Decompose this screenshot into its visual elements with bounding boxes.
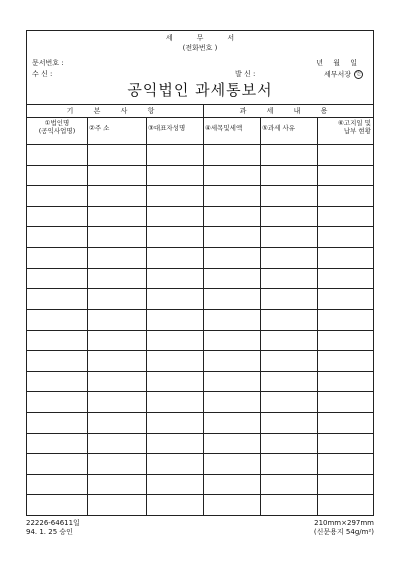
column-header-1: [29, 119, 85, 144]
recipient-label: 수 신 :: [32, 70, 53, 78]
column-separator: [260, 117, 261, 515]
date-label: 년 월 일: [316, 59, 361, 67]
table-row-line: [27, 165, 373, 166]
table-row-line: [27, 288, 373, 289]
table-row-line: [27, 247, 373, 248]
table-row-line: [27, 226, 373, 227]
section-divider: [27, 104, 373, 105]
column-header-5: [262, 124, 315, 149]
table-row-line: [27, 494, 373, 495]
column-header-4: [205, 124, 258, 149]
document-number-label: 문서번호 :: [32, 59, 64, 67]
form-number: 22226-64611일: [26, 519, 80, 527]
table-row-line: [27, 433, 373, 434]
tax-office-label: 세무서: [165, 34, 259, 42]
sender-label: 발 신 :: [235, 70, 256, 78]
column-header-3: [148, 124, 201, 149]
chief-label: 세무서장: [323, 70, 351, 79]
column-separator: [87, 117, 88, 515]
column-header-line: (공익사업명): [38, 127, 76, 135]
table-row-line: [27, 350, 373, 351]
column-separator: [146, 117, 147, 515]
column-header-6: [319, 119, 371, 144]
table-row-line: [27, 453, 373, 454]
table-row-line: [27, 371, 373, 372]
table-row-line: [27, 330, 373, 331]
column-header-2: [89, 124, 144, 149]
phone-number-label: (전화번호 ): [182, 44, 218, 52]
chief-label-group: [324, 70, 363, 79]
tax-notice-form: [26, 30, 374, 516]
table-row-line: [27, 144, 373, 145]
seal-icon: 인: [354, 70, 363, 79]
column-header-line: ②주 소: [89, 124, 110, 132]
table-row-line: [27, 206, 373, 207]
paper-type: (신문용지 54g/m²): [313, 528, 374, 536]
column-header-line: ⑤과세 사유: [262, 124, 296, 132]
table-row-line: [27, 391, 373, 392]
table-row-line: [27, 412, 373, 413]
table-row-line: [27, 268, 373, 269]
column-header-line: ⑥고지일 및: [337, 119, 371, 127]
basic-section-header: 기 본 사 항: [66, 107, 164, 115]
column-header-line: ④세목및세액: [205, 124, 243, 132]
table-row-line: [27, 309, 373, 310]
approval-date: 94. 1. 25 승인: [26, 528, 73, 536]
table-row-line: [27, 185, 373, 186]
column-header-divider: [27, 117, 373, 118]
column-header-line: ③대표자성명: [148, 124, 186, 132]
column-header-line: 납부 현황: [343, 127, 371, 135]
column-separator: [317, 117, 318, 515]
column-header-line: ①법인명: [44, 119, 70, 127]
column-separator: [203, 117, 204, 515]
table-row-line: [27, 474, 373, 475]
form-title: 공익법인 과세통보서: [127, 81, 273, 99]
tax-section-header: 과 세 내 용: [239, 107, 337, 115]
paper-size: 210mm×297mm: [314, 519, 374, 527]
section-separator: [203, 104, 204, 117]
